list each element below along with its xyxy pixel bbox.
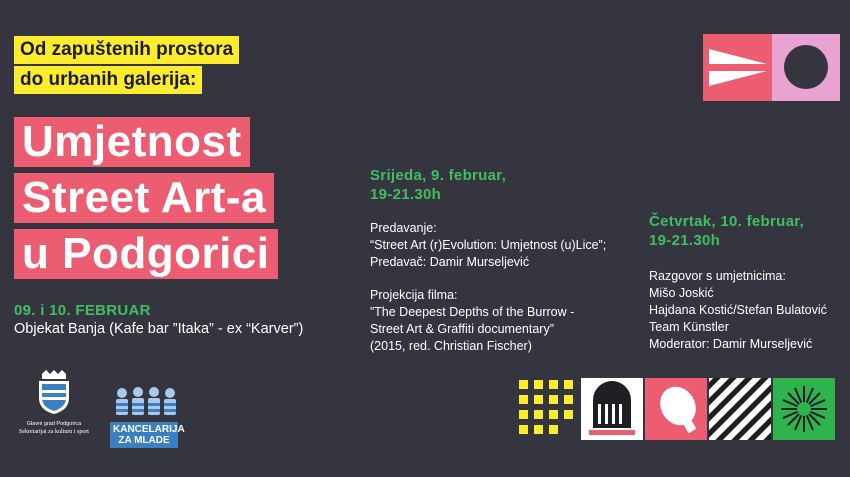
headline-line-2: do urbanih galerija:: [14, 66, 202, 94]
artist-1: Mišo Joskić: [649, 286, 714, 300]
youth-figures-icon: [110, 387, 182, 417]
yellow-dots-tile: [517, 378, 579, 440]
arch-tile: [581, 378, 643, 440]
city-department: Sekretarijat za kulturu i sport: [19, 429, 89, 435]
coat-of-arms-icon: [37, 370, 71, 414]
green-sun-tile: [773, 378, 835, 440]
lecture-title: “Street Art (r)Evolution: Umjetnost (u)Lice”;: [370, 238, 607, 252]
youth-office-name: KANCELARIJA ZA MLADE: [110, 422, 178, 448]
city-logo: [14, 370, 94, 436]
day-2-date: Četvrtak, 10. februar,: [649, 213, 805, 230]
day-1-program: [370, 166, 640, 355]
film-heading: Projekcija filma:: [370, 288, 458, 302]
title-line-1: Umjetnost: [14, 117, 250, 167]
title-line-3: u Podgorici: [14, 229, 278, 279]
film-title-line-2: Street Art & Graffiti documentary”: [370, 322, 554, 336]
event-dates: 09. i 10. FEBRUAR: [14, 302, 151, 319]
headline: [14, 36, 239, 94]
decorative-graphic-top: [703, 34, 840, 101]
day-1-date: Srijeda, 9. februar,: [370, 167, 507, 184]
lecture-heading: Predavanje:: [370, 221, 437, 235]
film-info: (2015, red. Christian Fischer): [370, 339, 532, 353]
event-title: [14, 117, 278, 279]
title-line-2: Street Art-a: [14, 173, 274, 223]
diagonal-stripes-tile: [709, 378, 771, 440]
headline-line-1: Od zapuštenih prostora: [14, 36, 239, 64]
artist-2: Hajdana Kostić/Stefan Bulatović: [649, 303, 827, 317]
talk-heading: Razgovor s umjetnicima:: [649, 269, 786, 283]
day-2-program: [649, 212, 844, 353]
day-2-time: 19-21.30h: [649, 232, 721, 249]
film-title-line-1: ”The Deepest Depths of the Burrow -: [370, 305, 575, 319]
moderator: Moderator: Damir Murseljević: [649, 337, 813, 351]
city-name: Glavni grad Podgorica: [26, 421, 82, 427]
youth-office-logo: [110, 387, 185, 448]
day-1-time: 19-21.30h: [370, 186, 442, 203]
artist-3: Team Künstler: [649, 320, 729, 334]
lecturer: Predavač: Damir Murseljević: [370, 255, 530, 269]
event-venue: Objekat Banja (Kafe bar ”Itaka” - ex “Karver”): [14, 321, 304, 337]
pink-bulb-tile: [645, 378, 707, 440]
